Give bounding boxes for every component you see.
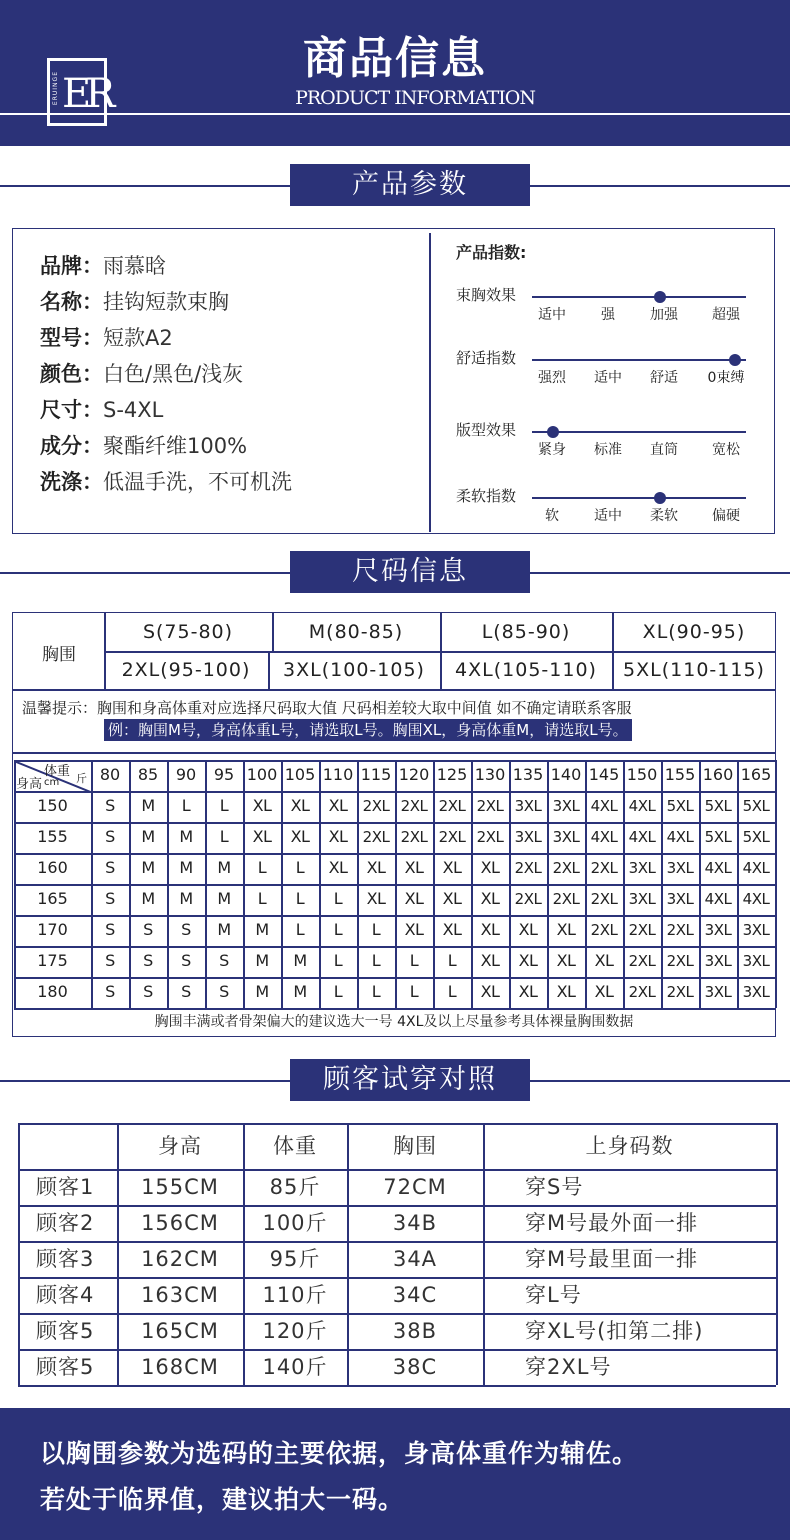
grid-height-header: 175: [37, 951, 68, 970]
param-row: [40, 358, 243, 388]
index-label: 适中: [594, 370, 622, 386]
grid-line: [14, 1008, 775, 1010]
grid-cell: 4XL: [590, 797, 618, 815]
grid-cell: M: [179, 858, 193, 877]
grid-cell: XL: [328, 796, 348, 815]
grid-cell: S: [181, 982, 191, 1001]
grid-cell: XL: [442, 889, 462, 908]
grid-cell: S: [105, 796, 115, 815]
grid-cell: 2XL: [552, 859, 580, 877]
grid-cell: XL: [556, 920, 576, 939]
row-label: 胸围: [42, 645, 76, 665]
grid-line: [167, 760, 169, 1008]
param-value: 挂钩短款束胸: [103, 290, 229, 314]
param-row: [40, 466, 292, 496]
table-divider: [12, 752, 776, 754]
grid-cell: L: [447, 951, 457, 970]
grid-cell: M: [255, 982, 269, 1001]
grid-cell: S: [143, 982, 153, 1001]
index-label: 软: [545, 508, 559, 524]
grid-cell: XL: [252, 827, 272, 846]
grid-cell: 2XL: [628, 952, 656, 970]
customer-cell: 162CM: [141, 1247, 219, 1271]
grid-cell: 3XL: [552, 828, 580, 846]
index-label: 强烈: [538, 370, 566, 386]
grid-cell: 4XL: [704, 890, 732, 908]
table-divider: [272, 613, 274, 651]
param-key: 洗涤：: [40, 470, 103, 494]
grid-weight-header: 135: [512, 765, 544, 784]
index-track: [532, 431, 746, 433]
grid-cell: L: [333, 920, 343, 939]
grid-cell: 2XL: [362, 797, 390, 815]
grid-cell: 4XL: [628, 797, 656, 815]
grid-cell: S: [219, 982, 229, 1001]
grid-cell: L: [409, 951, 419, 970]
size-range: XL(90-95): [642, 621, 746, 643]
grid-cell: M: [141, 889, 155, 908]
grid-cell: XL: [442, 920, 462, 939]
index-label: 紧身: [538, 442, 566, 458]
grid-line: [319, 760, 321, 1008]
grid-weight-header: 105: [284, 765, 316, 784]
param-value: 低温手洗，不可机洗: [103, 470, 292, 494]
customer-name: 顾客2: [36, 1211, 95, 1235]
customer-name: 顾客3: [36, 1247, 95, 1271]
customer-cell: 95斤: [269, 1247, 321, 1271]
grid-cell: 5XL: [704, 828, 732, 846]
grid-corner: [14, 760, 91, 791]
customer-cell: 72CM: [383, 1175, 447, 1199]
customer-cell: 85斤: [269, 1175, 321, 1199]
grid-cell: 2XL: [666, 952, 694, 970]
customer-header: 身高: [158, 1134, 202, 1158]
grid-weight-header: 80: [99, 765, 121, 784]
size-example: 例：胸围M号，身高体重L号，请选取L号。胸围XL，身高体重M，请选取L号。: [104, 719, 632, 741]
grid-cell: S: [219, 951, 229, 970]
grid-height-header: 180: [37, 982, 68, 1001]
grid-cell: 2XL: [552, 890, 580, 908]
grid-cell: M: [217, 889, 231, 908]
grid-weight-header: 160: [702, 765, 734, 784]
grid-cell: 2XL: [666, 921, 694, 939]
grid-cell: S: [105, 827, 115, 846]
table-divider: [612, 651, 614, 689]
corner-weight: 体重: [44, 764, 71, 779]
customer-name: 顾客5: [36, 1319, 95, 1343]
grid-weight-header: 155: [664, 765, 696, 784]
grid-cell: L: [371, 951, 381, 970]
grid-cell: S: [105, 889, 115, 908]
grid-cell: 5XL: [704, 797, 732, 815]
index-label: 适中: [538, 307, 566, 323]
grid-cell: L: [295, 889, 305, 908]
grid-weight-header: 140: [550, 765, 582, 784]
grid-cell: M: [255, 920, 269, 939]
customer-name: 顾客4: [36, 1283, 95, 1307]
size-range: S(75-80): [142, 621, 234, 643]
table-divider: [268, 651, 270, 689]
param-key: 成分：: [40, 434, 103, 458]
grid-cell: L: [333, 889, 343, 908]
param-key: 尺寸：: [40, 398, 103, 422]
size-range: 3XL(100-105): [283, 659, 425, 681]
grid-line: [737, 760, 739, 1008]
grid-height-header: 150: [37, 796, 68, 815]
param-row: [40, 430, 247, 460]
param-key: 名称：: [40, 290, 103, 314]
grid-cell: 3XL: [742, 983, 770, 1001]
grid-cell: XL: [480, 858, 500, 877]
table-divider: [612, 613, 614, 651]
grid-cell: XL: [328, 858, 348, 877]
grid-height-header: 165: [37, 889, 68, 908]
param-key: 颜色：: [40, 362, 103, 386]
grid-cell: M: [141, 858, 155, 877]
customer-cell: 34A: [392, 1247, 438, 1271]
logo-side-text: ERUINGE: [52, 71, 59, 106]
index-label: 标准: [594, 442, 622, 458]
grid-cell: 3XL: [628, 859, 656, 877]
customer-header: 上身码数: [585, 1134, 674, 1158]
grid-cell: 3XL: [704, 952, 732, 970]
header-rule: [0, 113, 790, 115]
grid-cell: L: [333, 951, 343, 970]
grid-cell: S: [143, 951, 153, 970]
table-divider: [440, 651, 442, 689]
corner-height: 身高: [16, 777, 43, 791]
grid-cell: 2XL: [476, 828, 504, 846]
customer-cell: 165CM: [141, 1319, 219, 1343]
grid-cell: L: [371, 982, 381, 1001]
grid-cell: 3XL: [628, 890, 656, 908]
grid-cell: 2XL: [400, 797, 428, 815]
customer-cell: 100斤: [262, 1211, 328, 1235]
grid-weight-header: 145: [588, 765, 620, 784]
grid-cell: M: [179, 889, 193, 908]
grid-cell: 2XL: [438, 797, 466, 815]
grid-cell: L: [219, 796, 229, 815]
customer-cell: 穿M号最里面一排: [525, 1247, 699, 1271]
index-title: 产品指数:: [456, 243, 527, 262]
grid-cell: L: [371, 920, 381, 939]
param-row: [40, 250, 166, 280]
grid-cell: 5XL: [742, 797, 770, 815]
size-range: 4XL(105-110): [455, 659, 597, 681]
page-subtitle: PRODUCT INFORMATION: [284, 87, 546, 109]
grid-cell: XL: [252, 796, 272, 815]
param-row: [40, 394, 163, 424]
grid-cell: S: [105, 982, 115, 1001]
grid-line: [395, 760, 397, 1008]
param-value: 白色/黑色/浅灰: [103, 362, 244, 386]
grid-weight-header: 85: [137, 765, 159, 784]
grid-weight-header: 125: [436, 765, 468, 784]
grid-line: [661, 760, 663, 1008]
customer-cell: 穿L号: [525, 1283, 582, 1307]
index-label: 宽松: [712, 442, 740, 458]
grid-cell: XL: [366, 858, 386, 877]
grid-cell: 2XL: [438, 828, 466, 846]
customer-cell: 168CM: [141, 1355, 219, 1379]
section-title-params: 产品参数: [290, 164, 530, 206]
customer-cell: 110斤: [262, 1283, 328, 1307]
grid-cell: M: [217, 858, 231, 877]
grid-cell: 3XL: [514, 828, 542, 846]
grid-cell: M: [179, 827, 193, 846]
customer-header: 胸围: [393, 1134, 437, 1158]
grid-cell: M: [293, 951, 307, 970]
index-track: [532, 296, 746, 298]
grid-weight-header: 110: [322, 765, 354, 784]
grid-cell: M: [141, 827, 155, 846]
grid-weight-header: 130: [474, 765, 506, 784]
grid-cell: XL: [366, 889, 386, 908]
page-title: 商品信息: [303, 33, 487, 84]
grid-cell: XL: [404, 858, 424, 877]
footer-line-2: 若处于临界值，建议拍大一码。: [40, 1485, 405, 1514]
index-track: [532, 497, 746, 499]
customer-table-line: [18, 1123, 20, 1385]
grid-cell: M: [293, 982, 307, 1001]
param-value: 雨慕晗: [103, 254, 166, 278]
grid-cell: 2XL: [514, 859, 542, 877]
grid-height-header: 155: [37, 827, 68, 846]
grid-line: [357, 760, 359, 1008]
grid-line: [623, 760, 625, 1008]
grid-cell: XL: [518, 920, 538, 939]
grid-cell: XL: [290, 827, 310, 846]
grid-cell: 5XL: [742, 828, 770, 846]
grid-cell: 2XL: [514, 890, 542, 908]
grid-cell: S: [143, 920, 153, 939]
index-name: 舒适指数: [456, 349, 517, 367]
customer-cell: 穿2XL号: [525, 1355, 612, 1379]
grid-cell: L: [409, 982, 419, 1001]
grid-cell: S: [181, 951, 191, 970]
grid-cell: 3XL: [742, 921, 770, 939]
table-divider: [440, 613, 442, 651]
customer-cell: 120斤: [262, 1319, 328, 1343]
index-name: 束胸效果: [456, 286, 517, 304]
index-label: 0束缚: [707, 370, 745, 386]
grid-height-header: 160: [37, 858, 68, 877]
footer-banner: [0, 1408, 790, 1540]
index-name: 柔软指数: [456, 487, 517, 505]
grid-line: [775, 760, 777, 1008]
grid-cell: 4XL: [742, 890, 770, 908]
customer-table-line: [18, 1123, 776, 1125]
customer-cell: 穿XL号(扣第二排): [525, 1319, 704, 1343]
size-range: M(80-85): [308, 621, 404, 643]
footer-line-1: 以胸围参数为选码的主要依据，身高体重作为辅佐。: [40, 1439, 639, 1468]
grid-line: [205, 760, 207, 1008]
index-label: 加强: [650, 307, 678, 323]
param-row: [40, 322, 173, 352]
grid-cell: S: [181, 920, 191, 939]
customer-cell: 38C: [392, 1355, 438, 1379]
grid-cell: S: [105, 951, 115, 970]
customer-name: 顾客1: [36, 1175, 95, 1199]
index-label: 舒适: [650, 370, 678, 386]
params-divider: [429, 233, 431, 532]
grid-cell: L: [295, 920, 305, 939]
size-range: 2XL(95-100): [121, 659, 251, 681]
grid-cell: XL: [480, 889, 500, 908]
grid-line: [585, 760, 587, 1008]
grid-cell: 4XL: [666, 828, 694, 846]
grid-height-header: 170: [37, 920, 68, 939]
grid-cell: 3XL: [666, 890, 694, 908]
index-label: 适中: [594, 508, 622, 524]
grid-cell: 2XL: [666, 983, 694, 1001]
customer-header: 体重: [273, 1134, 317, 1158]
index-label: 直筒: [650, 442, 678, 458]
index-track: [532, 359, 746, 361]
param-value: 聚酯纤维100%: [103, 434, 248, 458]
param-key: 型号：: [40, 326, 103, 350]
index-label: 偏硬: [712, 508, 740, 524]
grid-cell: S: [105, 858, 115, 877]
corner-cm: cm: [44, 777, 60, 788]
grid-weight-header: 90: [175, 765, 197, 784]
header-banner: [0, 0, 790, 146]
grid-cell: XL: [404, 920, 424, 939]
customer-name: 顾客5: [36, 1355, 95, 1379]
grid-cell: L: [447, 982, 457, 1001]
corner-jin: 斤: [76, 772, 87, 785]
grid-cell: 2XL: [628, 921, 656, 939]
size-range: 5XL(110-115): [623, 659, 765, 681]
grid-cell: XL: [480, 920, 500, 939]
customer-table-line: [776, 1123, 778, 1385]
grid-cell: L: [257, 858, 267, 877]
grid-cell: 4XL: [742, 859, 770, 877]
grid-cell: 3XL: [742, 952, 770, 970]
grid-cell: 4XL: [704, 859, 732, 877]
size-grid-note: 胸围丰满或者骨架偏大的建议选大一号 4XL及以上尽量参考具体裸量胸围数据: [154, 1014, 634, 1030]
grid-cell: 2XL: [590, 921, 618, 939]
customer-cell: 155CM: [141, 1175, 219, 1199]
grid-cell: L: [295, 858, 305, 877]
grid-cell: XL: [518, 982, 538, 1001]
grid-cell: XL: [480, 951, 500, 970]
grid-cell: M: [255, 951, 269, 970]
grid-cell: 2XL: [590, 859, 618, 877]
grid-weight-header: 100: [246, 765, 278, 784]
grid-cell: 2XL: [628, 983, 656, 1001]
grid-cell: S: [105, 920, 115, 939]
param-key: 品牌：: [40, 254, 103, 278]
customer-cell: 34B: [392, 1211, 438, 1235]
customer-cell: 34C: [392, 1283, 438, 1307]
size-range: L(85-90): [481, 621, 571, 643]
grid-line: [14, 760, 16, 1008]
grid-weight-header: 115: [360, 765, 392, 784]
index-name: 版型效果: [456, 421, 517, 439]
grid-cell: XL: [480, 982, 500, 1001]
grid-cell: M: [141, 796, 155, 815]
customer-cell: 140斤: [262, 1355, 328, 1379]
grid-cell: XL: [442, 858, 462, 877]
index-label: 柔软: [650, 508, 678, 524]
customer-table-line: [18, 1385, 776, 1387]
grid-line: [243, 760, 245, 1008]
grid-cell: XL: [594, 951, 614, 970]
customer-cell: 38B: [392, 1319, 438, 1343]
grid-line: [281, 760, 283, 1008]
index-label: 强: [601, 307, 615, 323]
grid-line: [547, 760, 549, 1008]
grid-line: [433, 760, 435, 1008]
grid-cell: 4XL: [628, 828, 656, 846]
customer-cell: 163CM: [141, 1283, 219, 1307]
grid-line: [91, 760, 93, 1008]
index-label: 超强: [712, 307, 740, 323]
grid-cell: XL: [594, 982, 614, 1001]
grid-weight-header: 150: [626, 765, 658, 784]
grid-line: [129, 760, 131, 1008]
grid-cell: 5XL: [666, 797, 694, 815]
grid-line: [471, 760, 473, 1008]
section-title-size: 尺码信息: [290, 551, 530, 593]
table-divider: [12, 689, 776, 691]
grid-cell: L: [181, 796, 191, 815]
grid-cell: XL: [290, 796, 310, 815]
grid-cell: XL: [518, 951, 538, 970]
grid-cell: XL: [328, 827, 348, 846]
section-title-customers: 顾客试穿对照: [290, 1059, 530, 1101]
grid-cell: 3XL: [514, 797, 542, 815]
grid-cell: 2XL: [590, 890, 618, 908]
grid-cell: 4XL: [590, 828, 618, 846]
logo-letters: ER: [62, 71, 110, 117]
grid-weight-header: 95: [213, 765, 235, 784]
grid-cell: 2XL: [400, 828, 428, 846]
grid-line: [699, 760, 701, 1008]
grid-cell: L: [257, 889, 267, 908]
param-row: [40, 286, 229, 316]
size-tip: 温馨提示：胸围和身高体重对应选择尺码取大值 尺码相差较大取中间值 如不确定请联系客服: [22, 699, 632, 717]
param-value: S-4XL: [103, 398, 164, 422]
grid-cell: XL: [556, 951, 576, 970]
grid-weight-header: 120: [398, 765, 430, 784]
grid-cell: 3XL: [666, 859, 694, 877]
grid-cell: 3XL: [704, 921, 732, 939]
grid-cell: XL: [556, 982, 576, 1001]
grid-cell: 2XL: [476, 797, 504, 815]
param-value: 短款A2: [103, 326, 173, 350]
grid-cell: 2XL: [362, 828, 390, 846]
grid-cell: L: [219, 827, 229, 846]
grid-cell: L: [333, 982, 343, 1001]
customer-cell: 穿S号: [525, 1175, 584, 1199]
customer-cell: 156CM: [141, 1211, 219, 1235]
grid-line: [509, 760, 511, 1008]
grid-weight-header: 165: [740, 765, 772, 784]
grid-cell: XL: [404, 889, 424, 908]
customer-cell: 穿M号最外面一排: [525, 1211, 699, 1235]
grid-cell: M: [217, 920, 231, 939]
grid-cell: 3XL: [704, 983, 732, 1001]
grid-cell: 3XL: [552, 797, 580, 815]
